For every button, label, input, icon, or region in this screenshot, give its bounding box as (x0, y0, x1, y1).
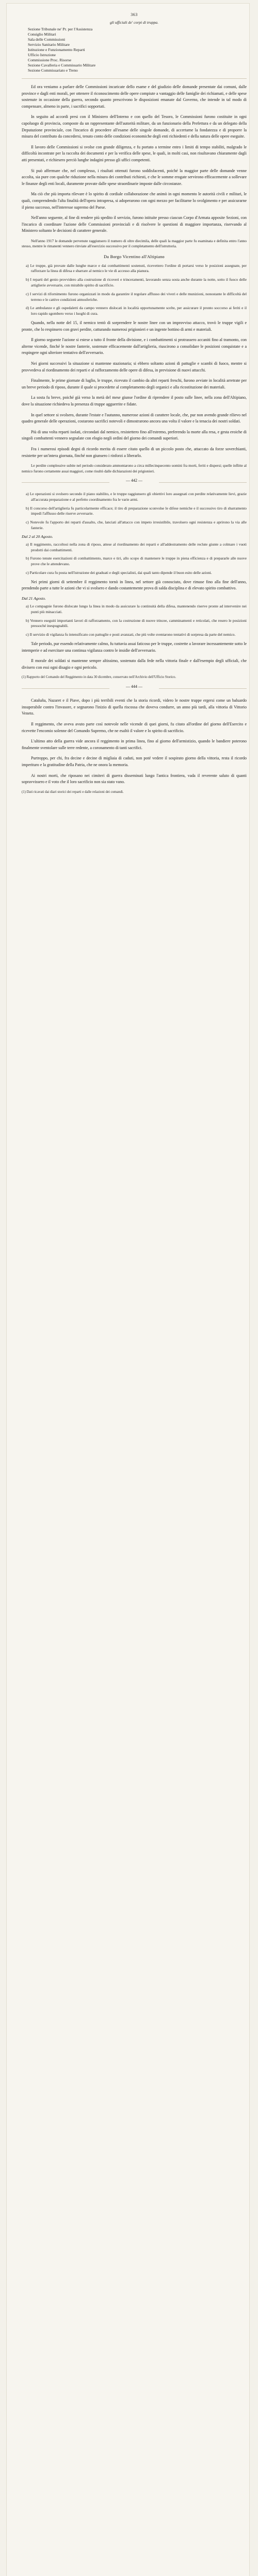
paragraph: Nei primi giorni di settembre il reggimento tornò in linea, nel settore già conosciuto, dove rimase fino alla fine dell'anno, prendendo parte a tutte le azioni che vi si svolsero e dando costantemente prova di salda disciplina e di elevato spirito combattivo. (22, 579, 247, 591)
paragraph: Nell'anno seguente, al fine di rendere più spedito il servizio, furono istituite presso ciascun Corpo d'Armata apposite Sezioni, con l'incarico di coordinare l'azione delle Commissioni provinciali e di risolvere le questioni di maggiore importanza, riservando al Ministero soltanto le decisioni di carattere generale. (22, 215, 247, 233)
list-item: b) I reparti del genio provvidero alla costruzione di ricoveri e trinceramenti, lavorando senza sosta anche durante la notte, sotto il fuoco delle artiglierie avversarie, con mirabile spirito di sacrificio. (26, 277, 247, 288)
toc-item: Consiglio Militari (28, 32, 56, 37)
footnote: (1) Dati ricavati dai diari storici dei reparti e dalle relazioni dei comandi. (22, 790, 124, 794)
paragraph: La sosta fu breve, poiché già verso la metà del mese giunse l'ordine di riprendere il posto sulle linee, nella zona dell'Altipiano, dove la situazione richiedeva la presenza di truppe agguerrite e fidate. (22, 395, 247, 406)
divider (22, 78, 247, 79)
paragraph: Il lavoro delle Commissioni si svolse con grande diligenza, e fu portato a termine entro i limiti di tempo stabiliti, malgrado le difficoltà incontrate per la raccolta dei documenti e per la verifica delle spese, le quali, in molti casi, non risultavano chiaramente dagli atti presentati, e richiesero perciò lunghe indagini presso gli uffici competenti. (22, 144, 247, 162)
page-number: — 442 — (126, 478, 142, 483)
paragraph: In quel settore si svolsero, durante l'estate e l'autunno, numerose azioni di carattere locale, che, pur non avendo grande rilievo nel quadro generale delle operazioni, costarono sacrifici notevoli e dimostrarono ancora una volta il valore e la tenacia dei nostri soldati. (22, 412, 247, 424)
paragraph: Quando, nella notte del 15, il nemico tentò di sorprendere le nostre linee con un improvviso attacco, trovò le truppe vigili e pronte, che lo respinsero con gravi perdite, catturando numerosi prigionieri e un ingente bottino di armi e materiali. (22, 320, 247, 332)
list-item: c) Particolare cura fu posta nell'istruzione dei graduati e degli specialisti, dai quali tanto dipende il buon esito delle azioni. (26, 570, 212, 575)
subsection-heading: Dal 2 al 20 Agosto. (22, 534, 53, 539)
list-item: a) Le operazioni si svolsero secondo il piano stabilito, e le truppe raggiunsero gli obiettivi loro assegnati con perdite relativamente lievi, grazie all'accurata preparazione e al perfetto coordinamento fra le varie armi. (26, 491, 247, 502)
paragraph: Ma ciò che più importa rilevare è lo spirito di cordiale collaborazione che animò in ogni momento le autorità civili e militari, le quali, comprendendo l'alta finalità dell'opera intrapresa, si adoperarono con ogni mezzo per facilitarne lo svolgimento e per assicurarne il pieno successo, nell'interesse supremo del Paese. (22, 192, 247, 210)
page-break (22, 684, 247, 692)
paragraph: Il morale dei soldati si mantenne sempre altissimo, sostenuto dalla fede nella vittoria finale e dall'esempio degli ufficiali, che divisero con essi ogni disagio e ogni pericolo. (22, 658, 247, 670)
paragraph: Purtroppo, per chi, fra decine e decine di migliaia di caduti, non poté vedere il sospirato giorno della vittoria, resta il ricordo imperituro e la gratitudine della Patria, che ne onora la memoria. (22, 756, 247, 768)
divider (159, 482, 247, 483)
list-item: a) Il reggimento, raccoltosi nella zona di riposo, attese al riordinamento dei reparti e all'addestramento delle reclute giunte a colmare i vuoti prodotti dai combattimenti. (26, 541, 247, 552)
page-number: 363 (131, 12, 138, 17)
paragraph: Il reggimento, che aveva avuto parte così notevole nelle vicende di quei giorni, fu citato all'ordine del giorno dell'Esercito e ricevette l'encomio solenne del Comando Supremo, che ne esaltò il valore e lo spirito di sacrificio. (22, 722, 247, 733)
paragraph: Il giorno seguente l'azione si estese a tutto il fronte della divisione, e i combattimenti si protrassero accaniti fino al tramonto, con alterne vicende, finché le nostre fanterie, sostenute efficacemente dall'artiglieria, riuscirono a consolidare le posizioni conquistate e a respingere ogni ulteriore tentativo dell'avversario. (22, 337, 247, 355)
paragraph: In seguito ad accordi presi con il Ministero dell'Interno e con quello del Tesoro, le Commissioni furono costituite in ogni capoluogo di provincia, composte da un rappresentante dell'autorità militare, da un funzionario della Prefettura e da un delegato della Deputazione provinciale, con l'incarico di procedere all'esame delle singole domande, di accertarne la fondatezza e di proporre la misura del contributo da concedersi, tenuto conto delle condizioni economiche degli enti richiedenti e della natura delle opere eseguite. (22, 114, 247, 139)
list-item: a) Le truppe, già provate dalle lunghe marce e dai combattimenti sostenuti, ricevettero l'ordine di portarsi verso le posizioni assegnate, per rafforzare la linea di difesa e sbarrare al nemico le vie di accesso alla pianura. (26, 263, 247, 274)
table-of-contents (22, 20, 247, 73)
list-item: c) Notevole fu l'apporto dei reparti d'assalto, che, lanciati all'attacco con impeto irresistibile, travolsero ogni resistenza e aprirono la via alle fanterie. (26, 520, 247, 530)
document-body (22, 84, 247, 795)
divider (159, 688, 247, 689)
toc-item: Istituzione e Funzionamento Reparti (28, 47, 85, 52)
paragraph: Tale periodo, pur essendo relativamente calmo, fu tuttavia assai faticoso per le truppe, costrette a lavorare incessantemente sotto le intemperie e ad esercitare una continua vigilanza contro le insidie dell'avversario. (22, 641, 247, 653)
list-item: b) Vennero eseguiti importanti lavori di rafforzamento, con la costruzione di nuove trincee, camminamenti e reticolati, che resero le posizioni pressoché inespugnabili. (26, 618, 247, 629)
paragraph: Fra i numerosi episodi degni di ricordo merita di essere citato quello di un piccolo posto che, attaccato da forze soverchianti, resistette per un'intera giornata, finché non giunsero i rinforzi a liberarlo. (22, 446, 247, 458)
paragraph: Cataluña, Nazaret e il Piave, dopo i più terribili eventi che la storia ricordi, videro le nostre truppe ergersi come un baluardo insuperabile contro l'invasore, e segnarono l'inizio di quella riscossa che doveva condurre, un anno più tardi, alla vittoria di Vittorio Veneto. (22, 698, 247, 716)
paragraph: Finalmente, le prime giornate di luglio, le truppe, ricevuto il cambio da altri reparti freschi, furono avviate in località arretrate per un breve periodo di riposo, durante il quale si procedette al completamento degli organici e alla ricostituzione dei materiali. (22, 378, 247, 389)
toc-item: Sezione Commissariato e Treno (28, 68, 78, 73)
paragraph: Nei giorni successivi la situazione si mantenne stazionaria; si ebbero soltanto azioni di pattuglie e scambi di fuoco, mentre si provvedeva al riordinamento dei reparti e al rafforzamento delle opere di difesa, in previsione di nuovi attacchi. (22, 361, 247, 372)
list-item: b) Furono tenute esercitazioni di combattimento, marce e tiri, allo scopo di mantenere le truppe in piena efficienza e di prepararle alle nuove prove che le attendevano. (26, 556, 247, 567)
toc-item: Servizio Sanitario Militare (28, 42, 70, 47)
page-number: — 444 — (126, 684, 142, 689)
toc-item: Sala delle Commissioni (28, 37, 66, 42)
footnote: (1) Rapporto del Comando del Reggimento in data 30 dicembre, conservato nell'Archivio dell'Ufficio Storico. (22, 675, 176, 680)
subsection-heading: Dal 21 Agosto. (22, 596, 46, 601)
toc-item: Sezione Cavalleria e Commissario Militare (28, 63, 96, 67)
small-paragraph: Le perdite complessive subite nel periodo considerato ammontarono a circa millecinquecento uomini fra morti, feriti e dispersi; quelle inflitte al nemico furono certamente assai maggiori, come risultò dalle dichiarazioni dei prigionieri. (22, 464, 247, 473)
list-item: d) Le ambulanze e gli ospedaletti da campo vennero dislocati in località opportunamente scelte, per assicurare il pronto soccorso ai feriti e il loro rapido sgombero verso i luoghi di cura. (26, 306, 247, 316)
document-page (6, 3, 250, 2576)
paragraph: L'ultimo atto della guerra vide ancora il reggimento in prima linea, fino al giorno dell'armistizio, quando le bandiere poterono finalmente sventolare sulle terre redente, a coronamento di tanti sacrifici. (22, 739, 247, 750)
document-content (22, 11, 247, 799)
paragraph: Ed ora veniamo a parlare delle Commissioni incaricate dello esame e del giudizio delle domande presentate dai comuni, dalle province e dagli enti morali, per ottenere il riconoscimento delle opere compiute a vantaggio delle famiglie dei richiamati, e delle spese sostenute in occasione della guerra, secondo quanto prescrivono le disposizioni emanate dal Governo, che intende in tal modo di compensare, almeno in parte, i sacrifici sopportati. (22, 84, 247, 109)
list-item: b) Il concorso dell'artiglieria fu particolarmente efficace; il tiro di preparazione sconvolse le difese nemiche e il successivo tiro di sbarramento impedì l'afflusso delle riserve avversarie. (26, 505, 247, 516)
toc-title: gli ufficiali de' corpi di truppa. (109, 20, 158, 25)
small-paragraph: Nell'anno 1917 le domande pervenute raggiunsero il numero di oltre diecimila, delle quali la maggior parte fu esaminata e definita entro l'anno stesso, mentre le rimanenti vennero rinviate all'esercizio successivo per il completamento dell'istruttoria. (22, 239, 247, 249)
list-item: c) Il servizio di vigilanza fu intensificato con pattuglie e posti avanzati, che più volte sventarono tentativi di sorpresa da parte del nemico. (26, 632, 236, 637)
toc-item: Sezione Tribunale ne' Pr. per l'Assistenza (28, 27, 93, 31)
paragraph: Più di una volta reparti isolati, circondati dal nemico, resistettero fino all'estremo, preferendo la morte alla resa, e gesta eroiche di singoli combattenti vennero segnalate con elogio negli ordini del giorno dei comandi superiori. (22, 429, 247, 441)
paragraph: Ai nostri morti, che riposano nei cimiteri di guerra disseminati lungo l'antica frontiera, vada il reverente saluto di quanti sopravvissero e il voto che il loro sacrificio non sia stato vano. (22, 773, 247, 785)
toc-item: Commissione Proc. Risorse (28, 58, 72, 62)
list-item: a) Le compagnie furono dislocate lungo la linea in modo da assicurare la continuità della difesa, mantenendo riserve pronte ad intervenire nei punti più minacciati. (26, 603, 247, 614)
toc-item: Ufficio Istruzione (28, 53, 56, 57)
list-item: c) I servizi di rifornimento furono organizzati in modo da garantire il regolare afflusso dei viveri e delle munizioni, nonostante le difficoltà del terreno e le cattive condizioni atmosferiche. (26, 291, 247, 302)
page-break (22, 478, 247, 486)
paragraph: Si può affermare che, nel complesso, i risultati ottenuti furono soddisfacenti, poiché la maggior parte delle domande venne accolta, sia pure con qualche riduzione nella misura dei contributi richiesti, e che le somme erogate servirono efficacemente a sollevare le finanze degli enti locali, duramente provate dalle spese straordinarie imposte dalle circostanze. (22, 168, 247, 186)
section-heading: Da Borgo Vicentino all'Altipiano (104, 254, 165, 259)
